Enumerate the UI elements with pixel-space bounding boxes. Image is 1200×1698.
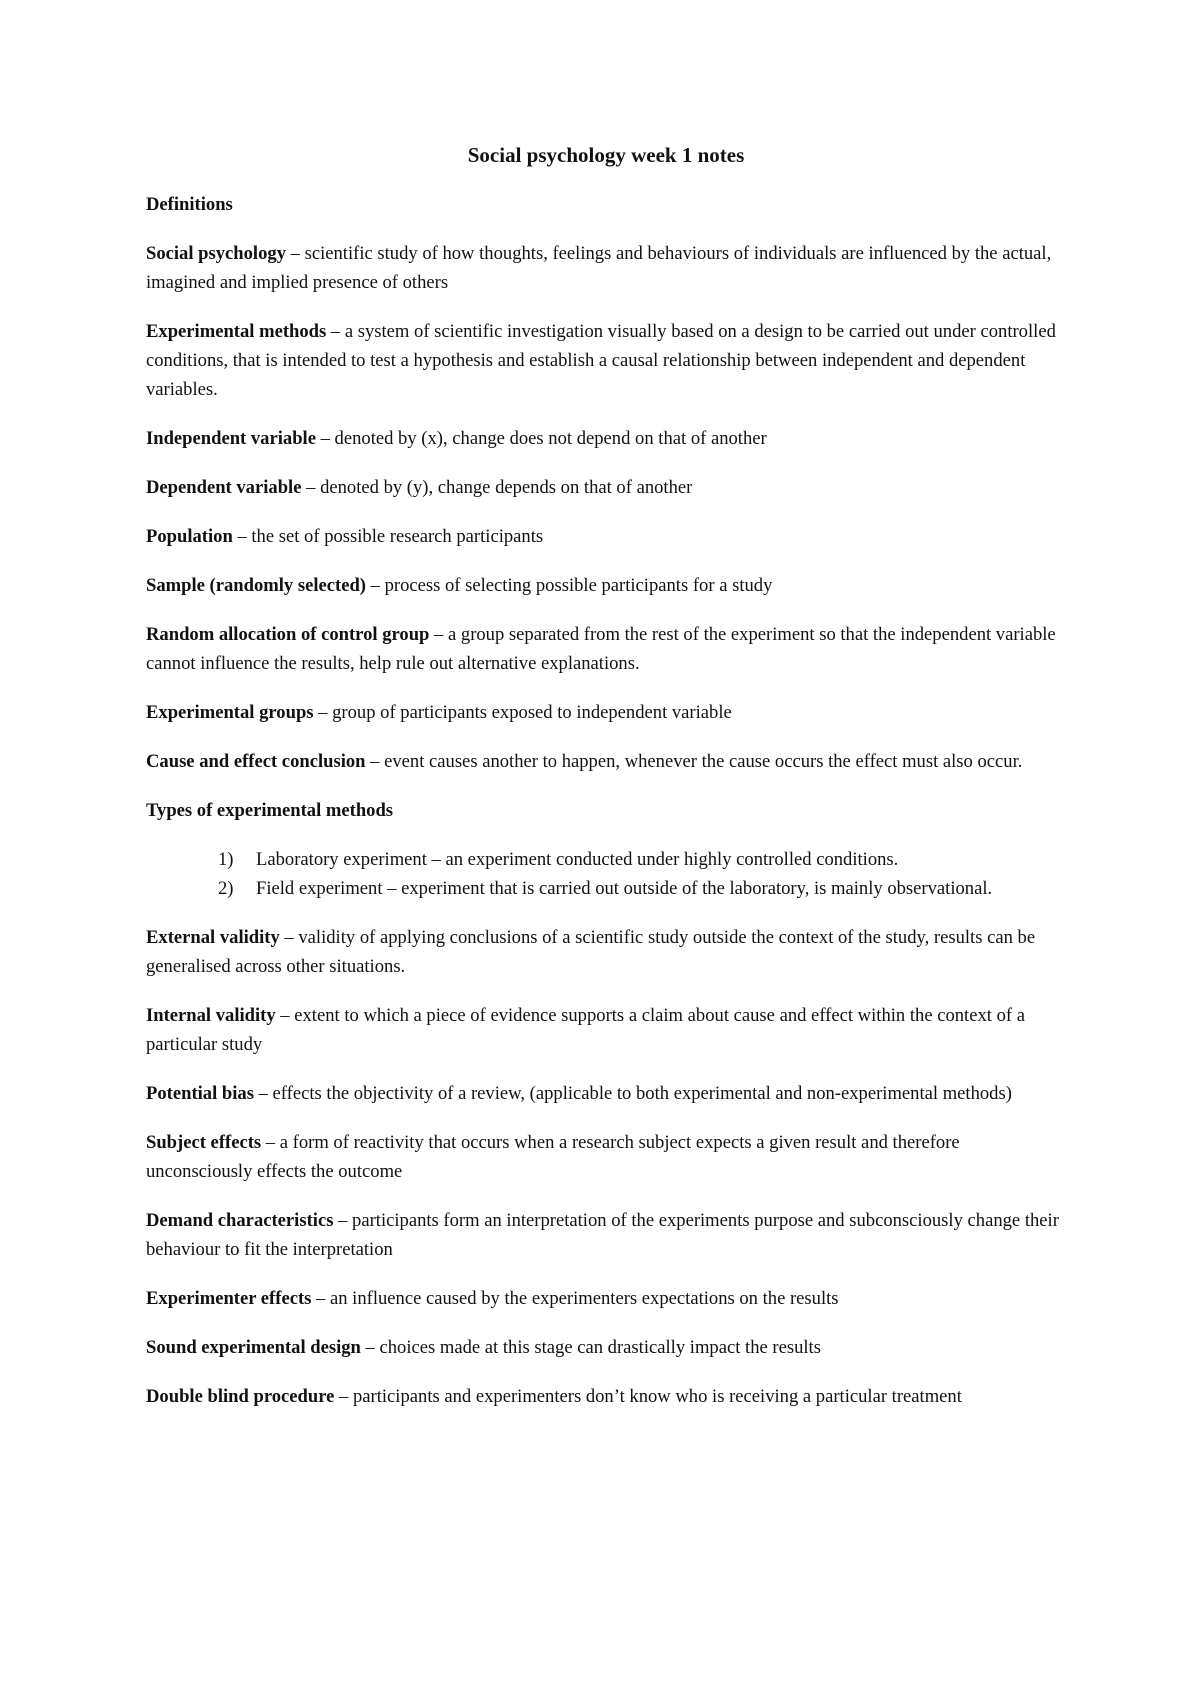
definition-entry — [146, 698, 1066, 727]
types-heading: Types of experimental methods — [146, 800, 394, 821]
list-item-number: 2) — [218, 878, 234, 899]
definition-term: Demand characteristics — [146, 1210, 334, 1231]
list-item-text: Field experiment – experiment that is carried out outside of the laboratory, is mainly observational. — [256, 878, 993, 899]
definition-term: External validity — [146, 927, 280, 948]
definition-text: participants and experimenters don’t know who is receiving a particular treatment — [352, 1386, 962, 1407]
definition-entry — [146, 923, 1066, 981]
definition-separator: – — [286, 243, 305, 264]
definition-entry — [146, 1333, 1066, 1362]
definition-text: validity of applying conclusions of a scientific study outside the context of the study, results can be generalised across other situations. — [146, 927, 1036, 977]
definition-text: the set of possible research participants — [251, 526, 544, 547]
definition-text: scientific study of how thoughts, feelings and behaviours of individuals are influenced by the actual, imagined and implied presence of others — [146, 243, 1052, 293]
definition-separator: – — [333, 1210, 353, 1231]
definition-entry — [146, 1206, 1066, 1264]
definition-term: Experimental groups — [146, 702, 314, 723]
definition-separator: – — [311, 1288, 330, 1309]
definition-separator: – — [334, 1386, 353, 1407]
definition-term: Sound experimental design — [146, 1337, 361, 1358]
definition-term: Potential bias — [146, 1083, 254, 1104]
definition-text: denoted by (x), change does not depend on that of another — [334, 428, 767, 449]
definition-text: group of participants exposed to independent variable — [332, 702, 732, 723]
definition-entry — [146, 747, 1066, 776]
definition-separator: – — [232, 526, 252, 547]
definition-separator: – — [253, 1083, 273, 1104]
definitions-list-b — [146, 923, 1066, 1411]
definition-entry — [146, 571, 1066, 600]
definition-text: a system of scientific investigation visually based on a design to be carried out under controlled conditions, that is intended to test a hypothesis and establish a causal relationship between independent and dependent variables. — [146, 321, 1056, 400]
list-item — [146, 845, 1066, 874]
definition-term: Sample (randomly selected) — [146, 575, 366, 596]
definition-text: a group separated from the rest of the experiment so that the independent variable cannot influence the results, help rule out alternative explanations. — [146, 624, 1056, 674]
list-item — [146, 874, 1066, 903]
definition-separator: – — [365, 751, 385, 772]
definition-text: a form of reactivity that occurs when a research subject expects a given result and therefore unconsciously effects the outcome — [146, 1132, 960, 1182]
list-item-number: 1) — [218, 849, 234, 870]
document-page — [146, 140, 1066, 1431]
definition-separator: – — [301, 477, 321, 498]
definition-separator: – — [366, 575, 385, 596]
definition-entry — [146, 522, 1066, 551]
definition-entry — [146, 1284, 1066, 1313]
definition-text: extent to which a piece of evidence supports a claim about cause and effect within the context of a particular study — [146, 1005, 1025, 1055]
definitions-list-a — [146, 239, 1066, 776]
definition-entry — [146, 317, 1066, 404]
definition-term: Double blind procedure — [146, 1386, 335, 1407]
definition-separator: – — [313, 702, 333, 723]
definition-term: Population — [146, 526, 233, 547]
definition-term: Subject effects — [146, 1132, 262, 1153]
definition-separator: – — [261, 1132, 280, 1153]
definitions-heading: Definitions — [146, 194, 233, 215]
definition-term: Social psychology — [146, 243, 286, 264]
definition-entry — [146, 424, 1066, 453]
definition-separator: – — [429, 624, 448, 645]
definition-entry — [146, 1128, 1066, 1186]
definition-separator: – — [315, 428, 335, 449]
definition-term: Experimenter effects — [146, 1288, 312, 1309]
types-list — [146, 845, 1066, 903]
definition-text: process of selecting possible participants for a study — [384, 575, 773, 596]
definition-term: Dependent variable — [146, 477, 302, 498]
definition-term: Experimental methods — [146, 321, 327, 342]
definition-text: choices made at this stage can drastically impact the results — [379, 1337, 821, 1358]
definition-term: Cause and effect conclusion — [146, 751, 366, 772]
definition-text: event causes another to happen, whenever the cause occurs the effect must also occur. — [384, 751, 1023, 772]
definition-separator: – — [275, 1005, 295, 1026]
definition-entry — [146, 1079, 1066, 1108]
list-item-text: Laboratory experiment – an experiment conducted under highly controlled conditions. — [256, 849, 899, 870]
definition-entry — [146, 1001, 1066, 1059]
definition-entry — [146, 239, 1066, 297]
definition-term: Internal validity — [146, 1005, 276, 1026]
definition-term: Random allocation of control group — [146, 624, 430, 645]
document-title: Social psychology week 1 notes — [467, 143, 745, 167]
definition-separator: – — [360, 1337, 380, 1358]
definition-entry — [146, 620, 1066, 678]
definition-term: Independent variable — [146, 428, 316, 449]
definition-text: effects the objectivity of a review, (applicable to both experimental and non-experimental methods) — [272, 1083, 1012, 1104]
definition-text: participants form an interpretation of the experiments purpose and subconsciously change their behaviour to fit the interpretation — [146, 1210, 1059, 1260]
definition-separator: – — [326, 321, 345, 342]
definition-text: an influence caused by the experimenters expectations on the results — [329, 1288, 839, 1309]
definition-entry — [146, 1382, 1066, 1411]
definition-entry — [146, 473, 1066, 502]
definition-text: denoted by (y), change depends on that of another — [320, 477, 693, 498]
definition-separator: – — [279, 927, 299, 948]
